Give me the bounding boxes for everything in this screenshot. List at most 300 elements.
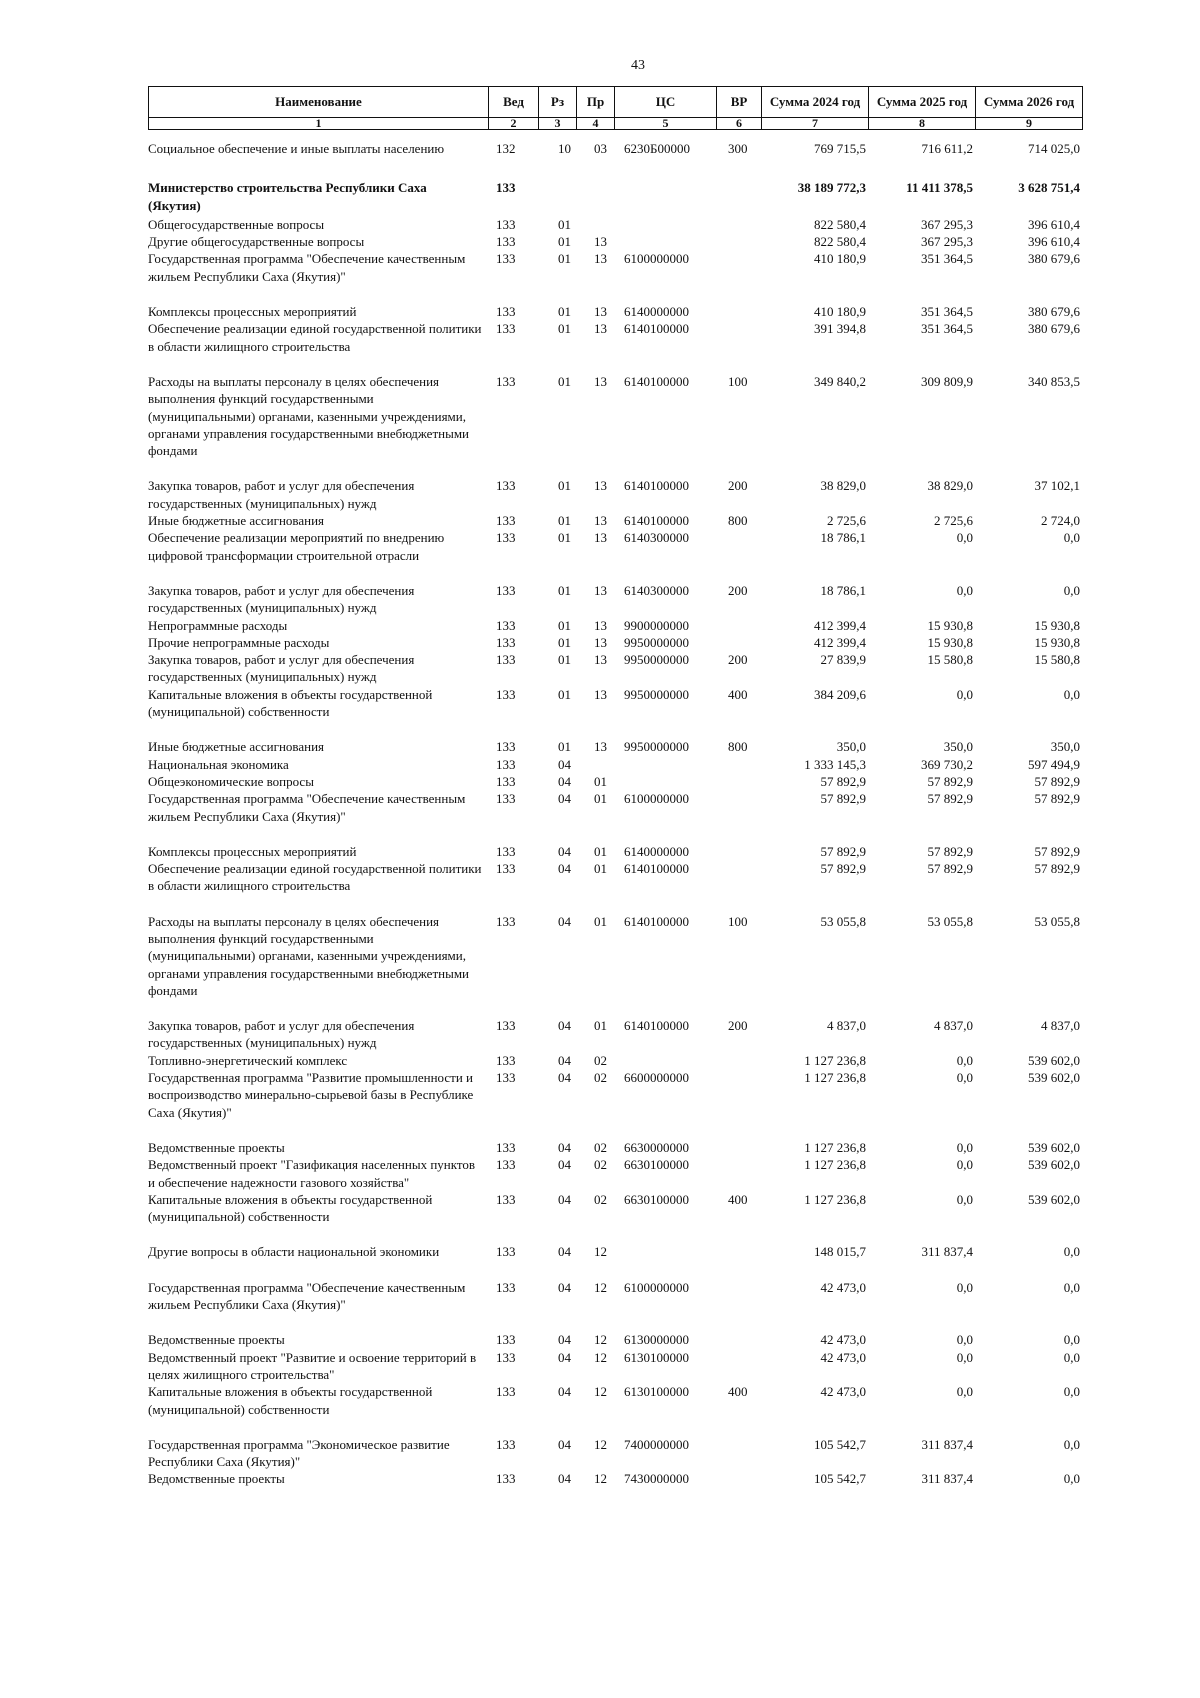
column-number: 9 [976,118,1083,130]
row-name: Обеспечение реализации мероприятий по внедрению цифровой трансформации строительной отрасли [148,530,445,563]
row-pr: 13 [594,321,607,337]
row-cs: 6100000000 [624,1279,689,1295]
row-pr: 02 [594,1052,607,1068]
row-name: Государственная программа "Обеспечение качественным жильем Республики Саха (Якутия)" [148,1279,466,1313]
row-sum-2024: 42 473,0 [820,1332,866,1348]
table-row [148,179,1082,216]
row-sum-2025: 57 892,9 [927,861,973,877]
table-row [148,686,1082,739]
row-sum-2026: 0,0 [1063,1436,1080,1452]
row-vr [716,1349,761,1384]
row-pr: 13 [594,739,607,755]
row-sum-2025: 57 892,9 [927,773,973,789]
row-rz: 01 [558,251,571,267]
column-number: 6 [717,118,762,130]
row-vr [716,320,761,373]
row-sum-2026: 0,0 [1063,1244,1080,1260]
row-vr: 200 [728,1018,748,1034]
row-cs: 6140100000 [624,861,689,877]
row-pr: 01 [594,913,607,929]
row-name: Ведомственные проекты [148,1139,285,1155]
row-rz: 01 [558,739,571,755]
row-vr: 200 [728,478,748,494]
row-rz: 01 [558,234,571,250]
row-sum-2024: 57 892,9 [820,791,866,807]
row-pr: 12 [594,1436,607,1452]
row-ved: 133 [496,251,516,267]
row-pr: 12 [594,1384,607,1400]
row-sum-2025: 38 829,0 [927,478,973,494]
row-sum-2026: 0,0 [1063,1384,1080,1400]
row-ved: 133 [496,843,516,859]
row-rz: 04 [558,1332,571,1348]
row-rz: 01 [558,582,571,598]
row-cs: 6100000000 [624,251,689,267]
row-vr [716,1069,761,1139]
row-vr [716,756,761,773]
column-number: 3 [539,118,577,130]
table-row [148,738,1082,755]
row-name: Ведомственный проект "Газификация населенных пунктов и обеспечение надежности газового хозяйства" [148,1157,476,1190]
row-name: Государственная программа "Экономическое развитие Республики Саха (Якутия)" [148,1436,450,1470]
row-rz: 04 [558,1349,571,1365]
row-cs: 6140300000 [624,530,689,546]
row-name: Государственная программа "Обеспечение качественным жильем Республики Саха (Якутия)" [148,791,466,824]
row-rz: 10 [558,141,571,156]
row-sum-2026: 0,0 [1063,582,1080,598]
row-sum-2024: 1 127 236,8 [804,1052,866,1068]
row-pr: 13 [594,617,607,633]
row-rz: 01 [558,513,571,529]
row-ved: 133 [496,1384,516,1400]
row-sum-2025: 350,0 [943,739,973,755]
row-sum-2024: 105 542,7 [814,1471,866,1487]
row-name: Расходы на выплаты персоналу в целях обеспечения выполнения функций государственными (муниципальными) органами, казенными учреждениями, органами управления государственными внебюджетными фондами [148,913,470,998]
row-ved: 133 [496,1157,516,1173]
row-pr: 03 [594,141,607,156]
row-rz: 04 [558,1244,571,1260]
row-sum-2025: 0,0 [956,1349,973,1365]
row-rz: 04 [558,1052,571,1068]
row-sum-2026: 0,0 [1063,1349,1080,1365]
row-ved: 133 [496,321,516,337]
row-name: Государственная программа "Обеспечение качественным жильем Республики Саха (Якутия)" [148,251,466,284]
row-pr: 12 [594,1349,607,1365]
row-pr: 02 [594,1191,607,1207]
table-row [148,582,1082,617]
row-ved: 133 [496,373,516,389]
row-sum-2026: 714 025,0 [1028,141,1080,156]
column-number: 5 [615,118,717,130]
row-pr [576,179,614,216]
row-cs: 6600000000 [624,1070,689,1086]
row-sum-2024: 18 786,1 [820,530,866,546]
row-sum-2024: 57 892,9 [820,861,866,877]
row-sum-2025: 311 837,4 [921,1471,973,1487]
row-name: Закупка товаров, работ и услуг для обеспечения государственных (муниципальных) нужд [148,652,415,685]
row-ved: 133 [496,1349,516,1365]
row-sum-2025: 53 055,8 [927,913,973,929]
row-sum-2025: 0,0 [956,1157,973,1173]
column-number: 4 [577,118,615,130]
row-sum-2026: 380 679,6 [1028,321,1080,337]
row-sum-2026: 380 679,6 [1028,304,1080,320]
row-ved: 133 [496,1070,516,1086]
row-vr [716,617,761,634]
row-name: Ведомственные проекты [148,1471,285,1487]
row-name: Комплексы процессных мероприятий [148,843,357,859]
row-cs: 9950000000 [624,652,689,668]
row-ved: 133 [496,1436,516,1452]
row-rz: 04 [558,1436,571,1452]
row-sum-2026: 0,0 [1063,1332,1080,1348]
row-pr: 12 [594,1471,607,1487]
row-pr [576,216,614,233]
table-row [148,140,1082,179]
row-vr [716,1052,761,1069]
table-row [148,1349,1082,1384]
row-ved: 133 [496,773,516,789]
row-vr [716,1139,761,1156]
row-rz: 04 [558,1471,571,1487]
row-cs: 6630100000 [624,1191,689,1207]
row-cs: 6140100000 [624,513,689,529]
row-pr: 13 [594,634,607,650]
row-rz: 04 [558,756,571,772]
row-cs: 6230Б00000 [624,141,690,156]
row-name: Обеспечение реализации единой государственной политики в области жилищного строительства [148,861,482,894]
header-ved: Вед [489,87,539,118]
row-sum-2025: 0,0 [956,1279,973,1295]
row-rz [538,179,576,216]
table-row [148,320,1082,373]
row-name: Капитальные вложения в объекты государственной (муниципальной) собственности [148,1191,433,1225]
row-sum-2024: 410 180,9 [814,304,866,320]
row-pr: 02 [594,1157,607,1173]
row-vr: 200 [728,652,748,668]
row-sum-2024: 1 127 236,8 [804,1157,866,1173]
row-ved: 133 [496,234,516,250]
row-rz: 01 [558,617,571,633]
row-rz: 04 [558,1384,571,1400]
row-sum-2026: 57 892,9 [1034,861,1080,877]
row-ved: 133 [496,1471,516,1487]
row-sum-2024: 1 127 236,8 [804,1191,866,1207]
row-sum-2026: 15 930,8 [1034,617,1080,633]
row-name: Прочие непрограммные расходы [148,634,330,650]
row-sum-2025: 716 611,2 [921,141,973,156]
row-cs [614,1243,716,1278]
row-sum-2024: 822 580,4 [814,234,866,250]
row-rz: 01 [558,530,571,546]
row-cs: 6140100000 [624,478,689,494]
row-sum-2025: 0,0 [956,1191,973,1207]
row-sum-2024: 105 542,7 [814,1436,866,1452]
row-vr: 200 [728,582,748,598]
row-sum-2024: 18 786,1 [820,582,866,598]
row-pr: 01 [594,773,607,789]
row-sum-2025: 311 837,4 [921,1244,973,1260]
row-pr: 13 [594,513,607,529]
row-cs: 9950000000 [624,739,689,755]
row-cs [614,216,716,233]
row-sum-2024: 53 055,8 [820,913,866,929]
row-sum-2026: 396 610,4 [1028,234,1080,250]
row-sum-2026: 3 628 751,4 [1018,180,1080,196]
row-cs: 6630000000 [624,1139,689,1155]
row-cs: 6140000000 [624,843,689,859]
row-sum-2025: 57 892,9 [927,791,973,807]
row-name: Закупка товаров, работ и услуг для обеспечения государственных (муниципальных) нужд [148,1018,415,1051]
row-vr [716,1243,761,1278]
row-sum-2024: 349 840,2 [814,373,866,389]
row-cs: 9950000000 [624,686,689,702]
row-name: Закупка товаров, работ и услуг для обеспечения государственных (муниципальных) нужд [148,582,415,616]
table-row [148,233,1082,250]
row-sum-2025: 15 930,8 [927,617,973,633]
row-pr: 12 [594,1244,607,1260]
row-sum-2025: 0,0 [956,686,973,702]
row-sum-2026: 350,0 [1050,739,1080,755]
row-vr: 300 [728,141,748,156]
row-vr [716,303,761,320]
row-cs: 6140100000 [624,321,689,337]
row-cs: 6140300000 [624,582,689,598]
row-cs: 6140100000 [624,913,689,929]
table-row [148,617,1082,634]
page-number: 43 [631,58,645,73]
table-row [148,250,1082,303]
row-sum-2026: 539 602,0 [1028,1070,1080,1086]
table-row [148,773,1082,790]
row-name: Общеэкономические вопросы [148,773,314,789]
row-sum-2024: 410 180,9 [814,251,866,267]
row-sum-2025: 369 730,2 [921,756,973,772]
row-rz: 01 [558,373,571,389]
row-sum-2024: 412 399,4 [814,617,866,633]
table-row [148,1069,1082,1139]
row-sum-2024: 1 333 145,3 [804,756,866,772]
row-name: Ведомственный проект "Развитие и освоение территорий в целях жилищного строительства" [148,1349,477,1382]
row-cs: 9900000000 [624,617,689,633]
row-sum-2024: 57 892,9 [820,773,866,789]
column-number: 8 [869,118,976,130]
row-name: Топливно-энергетический комплекс [148,1052,348,1068]
row-rz: 01 [558,634,571,650]
row-vr [716,790,761,843]
row-vr: 400 [728,686,748,702]
row-sum-2026: 340 853,5 [1028,373,1080,389]
header-row [149,87,1083,118]
row-name: Капитальные вложения в объекты государственной (муниципальной) собственности [148,686,433,720]
table-row [148,790,1082,843]
column-number: 1 [149,118,489,130]
header-rz: Рз [539,87,577,118]
table-row [148,529,1082,582]
row-sum-2025: 351 364,5 [921,321,973,337]
table-row [148,860,1082,913]
row-ved: 133 [496,861,516,877]
row-name: Ведомственные проекты [148,1332,285,1348]
row-pr: 01 [594,1018,607,1034]
row-sum-2026: 539 602,0 [1028,1052,1080,1068]
row-rz: 04 [558,1279,571,1295]
row-sum-2024: 42 473,0 [820,1349,866,1365]
row-ved: 133 [496,1244,516,1260]
row-sum-2026: 539 602,0 [1028,1139,1080,1155]
row-vr [716,843,761,860]
row-vr [716,860,761,913]
row-cs [614,233,716,250]
row-pr: 13 [594,251,607,267]
row-sum-2024: 769 715,5 [814,141,866,156]
row-sum-2024: 350,0 [836,739,866,755]
table-row [148,1243,1082,1278]
row-sum-2024: 412 399,4 [814,634,866,650]
row-name: Закупка товаров, работ и услуг для обеспечения государственных (муниципальных) нужд [148,478,415,511]
row-ved: 133 [496,216,516,232]
row-name: Иные бюджетные ассигнования [148,513,325,529]
row-sum-2024: 42 473,0 [820,1384,866,1400]
row-vr [716,773,761,790]
row-sum-2025: 351 364,5 [921,251,973,267]
row-vr [716,233,761,250]
row-cs: 6140100000 [624,1018,689,1034]
row-ved: 133 [496,913,516,929]
table-row [148,1156,1082,1191]
row-pr: 01 [594,843,607,859]
row-vr [716,1436,761,1471]
row-ved: 133 [496,513,516,529]
table-row [148,1470,1082,1487]
row-vr: 800 [728,739,748,755]
row-cs [614,773,716,790]
table-row [148,1139,1082,1156]
row-sum-2026: 396 610,4 [1028,216,1080,232]
row-sum-2025: 367 295,3 [921,234,973,250]
header-sum-2024: Сумма 2024 год [762,87,869,118]
row-name: Общегосударственные вопросы [148,216,325,232]
table-row [148,634,1082,651]
row-rz: 01 [558,652,571,668]
row-sum-2025: 0,0 [956,582,973,598]
row-pr: 13 [594,652,607,668]
row-vr: 400 [728,1191,748,1207]
table-row [148,216,1082,233]
row-rz: 04 [558,773,571,789]
row-vr [716,216,761,233]
row-ved: 133 [496,1191,516,1207]
row-vr [716,179,761,216]
row-pr: 13 [594,478,607,494]
row-pr: 01 [594,791,607,807]
row-name: Обеспечение реализации единой государственной политики в области жилищного строительства [148,321,482,354]
row-sum-2026: 4 837,0 [1041,1018,1080,1034]
row-sum-2025: 15 930,8 [927,634,973,650]
row-sum-2025: 0,0 [956,530,973,546]
table-row [148,1383,1082,1436]
row-rz: 01 [558,216,571,232]
row-rz: 01 [558,304,571,320]
row-sum-2026: 539 602,0 [1028,1191,1080,1207]
header-name: Наименование [149,87,489,118]
row-rz: 01 [558,686,571,702]
row-ved: 133 [496,1332,516,1348]
row-sum-2026: 57 892,9 [1034,791,1080,807]
row-rz: 04 [558,1157,571,1173]
row-vr [716,1156,761,1191]
table-row [148,373,1082,477]
row-rz: 01 [558,321,571,337]
row-name: Другие вопросы в области национальной экономики [148,1244,440,1260]
row-ved: 133 [496,617,516,633]
row-ved: 132 [496,141,516,156]
row-sum-2024: 38 829,0 [820,478,866,494]
row-sum-2026: 0,0 [1063,686,1080,702]
row-pr: 13 [594,530,607,546]
table-row [148,756,1082,773]
row-sum-2025: 367 295,3 [921,216,973,232]
row-sum-2026: 0,0 [1063,530,1080,546]
budget-table [148,140,1082,1488]
row-sum-2025: 15 580,8 [927,652,973,668]
row-name: Другие общегосударственные вопросы [148,234,365,250]
row-sum-2024: 57 892,9 [820,843,866,859]
row-ved: 133 [496,180,516,196]
row-sum-2025: 351 364,5 [921,304,973,320]
row-sum-2025: 0,0 [956,1139,973,1155]
row-rz: 04 [558,1139,571,1155]
header-pr: Пр [577,87,615,118]
table-row [148,1052,1082,1069]
row-rz: 04 [558,843,571,859]
row-rz: 04 [558,861,571,877]
row-pr: 12 [594,1279,607,1295]
header-cs: ЦС [615,87,717,118]
table-row [148,512,1082,529]
row-cs: 6140000000 [624,304,689,320]
row-cs: 7400000000 [624,1436,689,1452]
table-row [148,1436,1082,1471]
row-ved: 133 [496,756,516,772]
row-sum-2025: 4 837,0 [934,1018,973,1034]
row-name: Непрограммные расходы [148,617,288,633]
row-ved: 133 [496,1279,516,1295]
row-sum-2026: 0,0 [1063,1471,1080,1487]
row-sum-2025: 309 809,9 [921,373,973,389]
header-sum-2025: Сумма 2025 год [869,87,976,118]
row-vr: 800 [728,513,748,529]
row-ved: 133 [496,1052,516,1068]
row-sum-2026: 380 679,6 [1028,251,1080,267]
row-sum-2024: 1 127 236,8 [804,1070,866,1086]
row-name: Государственная программа "Развитие промышленности и воспроизводство минерально-сырьевой базы в Республике Саха (Якутия)" [148,1070,474,1120]
row-rz: 04 [558,791,571,807]
row-ved: 133 [496,686,516,702]
row-ved: 133 [496,739,516,755]
row-vr [716,1470,761,1487]
row-rz: 01 [558,478,571,494]
row-name: Социальное обеспечение и иные выплаты населению [148,141,445,156]
row-rz: 04 [558,1018,571,1034]
row-sum-2025: 0,0 [956,1332,973,1348]
table-row [148,303,1082,320]
header-vr: ВР [717,87,762,118]
row-cs: 9950000000 [624,634,689,650]
row-sum-2026: 15 580,8 [1034,652,1080,668]
row-sum-2024: 384 209,6 [814,686,866,702]
row-sum-2024: 1 127 236,8 [804,1139,866,1155]
